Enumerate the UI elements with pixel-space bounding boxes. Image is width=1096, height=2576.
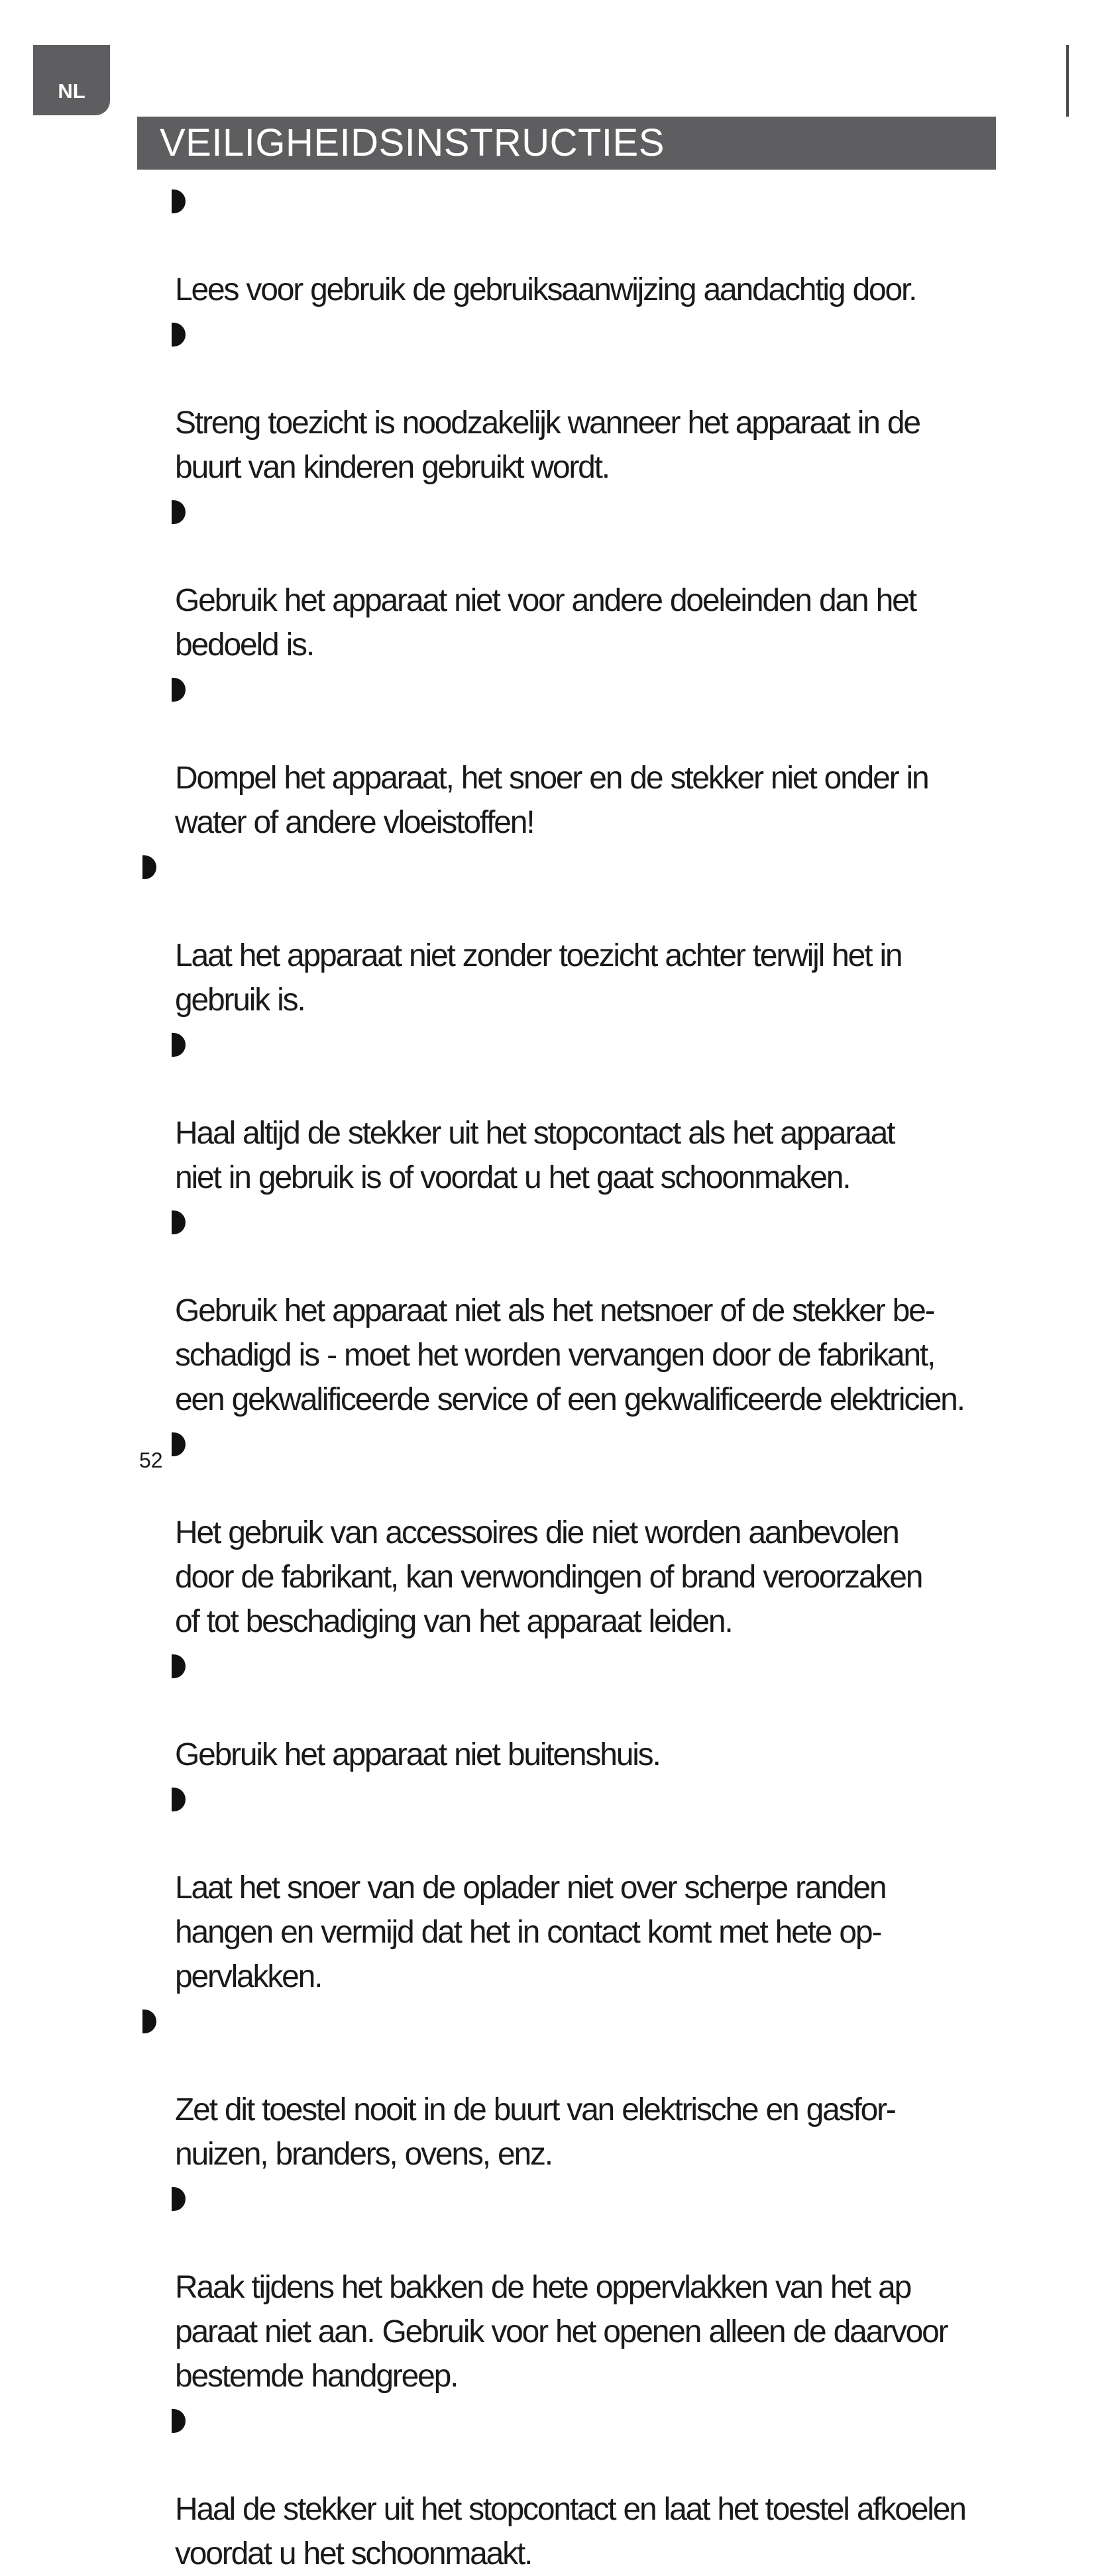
instruction-text: Gebruik het apparaat niet als het netsnoer of de stekker be- schadigd is - moet het worden vervangen door de fabrikant, een gekwalificeerde service of een gekwalificeerde elektricien. (175, 1293, 964, 1417)
instruction-item (0, 667, 1096, 845)
instruction-item (0, 1644, 1096, 1777)
bullet-icon (172, 1788, 186, 1811)
instruction-item (0, 179, 1096, 312)
language-tab: NL (33, 45, 110, 115)
instruction-item (0, 1777, 1096, 1999)
safety-instructions-list (0, 179, 1096, 2576)
instruction-item (0, 1422, 1096, 1644)
bullet-icon (172, 500, 186, 524)
bullet-icon (172, 189, 186, 213)
instruction-item (0, 312, 1096, 490)
page-edge-line (1066, 45, 1069, 117)
instruction-item (0, 490, 1096, 667)
instruction-item (0, 1200, 1096, 1422)
instruction-text: Het gebruik van accessoires die niet worden aanbevolen door de fabrikant, kan verwondingen of brand veroorzaken of tot beschadiging van het apparaat leiden. (175, 1515, 922, 1639)
instruction-text: Dompel het apparaat, het snoer en de stekker niet onder in water of andere vloeistoffen! (175, 761, 928, 840)
bullet-icon (172, 1210, 186, 1234)
section-title: VEILIGHEIDSINSTRUCTIES (137, 117, 996, 170)
instruction-item (0, 845, 1096, 1022)
instruction-text: Laat het snoer van de oplader niet over scherpe randen hangen en vermijd dat het in contact komt met hete op- pervlakken. (175, 1870, 886, 1994)
instruction-text: Raak tijdens het bakken de hete oppervlakken van het ap paraat niet aan. Gebruik voor het openen alleen de daarvoor bestemde handgreep. (175, 2270, 948, 2394)
instruction-text: Gebruik het apparaat niet buitenshuis. (175, 1737, 660, 1772)
bullet-icon (172, 1033, 186, 1057)
bullet-icon (172, 2187, 186, 2211)
bullet-icon (172, 1654, 186, 1678)
instruction-text: Haal altijd de stekker uit het stopcontact als het apparaat niet in gebruik is of voordat u het gaat schoonmaken. (175, 1116, 895, 1195)
instruction-text: Gebruik het apparaat niet voor andere doeleinden dan het bedoeld is. (175, 583, 916, 663)
instruction-text: Laat het apparaat niet zonder toezicht achter terwijl het in gebruik is. (175, 938, 902, 1018)
instruction-text: Zet dit toestel nooit in de buurt van elektrische en gasfor- nuizen, branders, ovens, enz. (175, 2092, 895, 2172)
instruction-text: Streng toezicht is noodzakelijk wanneer het apparaat in de buurt van kinderen gebruikt wordt. (175, 405, 920, 485)
instruction-item (0, 1999, 1096, 2176)
bullet-icon (142, 2010, 156, 2033)
bullet-icon (142, 855, 156, 879)
bullet-icon (172, 323, 186, 347)
bullet-icon (172, 2409, 186, 2433)
bullet-icon (172, 678, 186, 702)
instruction-text: Lees voor gebruik de gebruiksaanwijzing aandachtig door. (175, 272, 916, 307)
page-number: 52 (139, 1448, 163, 1472)
instruction-item (0, 2176, 1096, 2398)
bullet-icon (172, 1432, 186, 1456)
instruction-text: Haal de stekker uit het stopcontact en laat het toestel afkoelen voordat u het schoonmaakt. (175, 2492, 965, 2571)
instruction-item (0, 2398, 1096, 2576)
instruction-item (0, 1022, 1096, 1200)
